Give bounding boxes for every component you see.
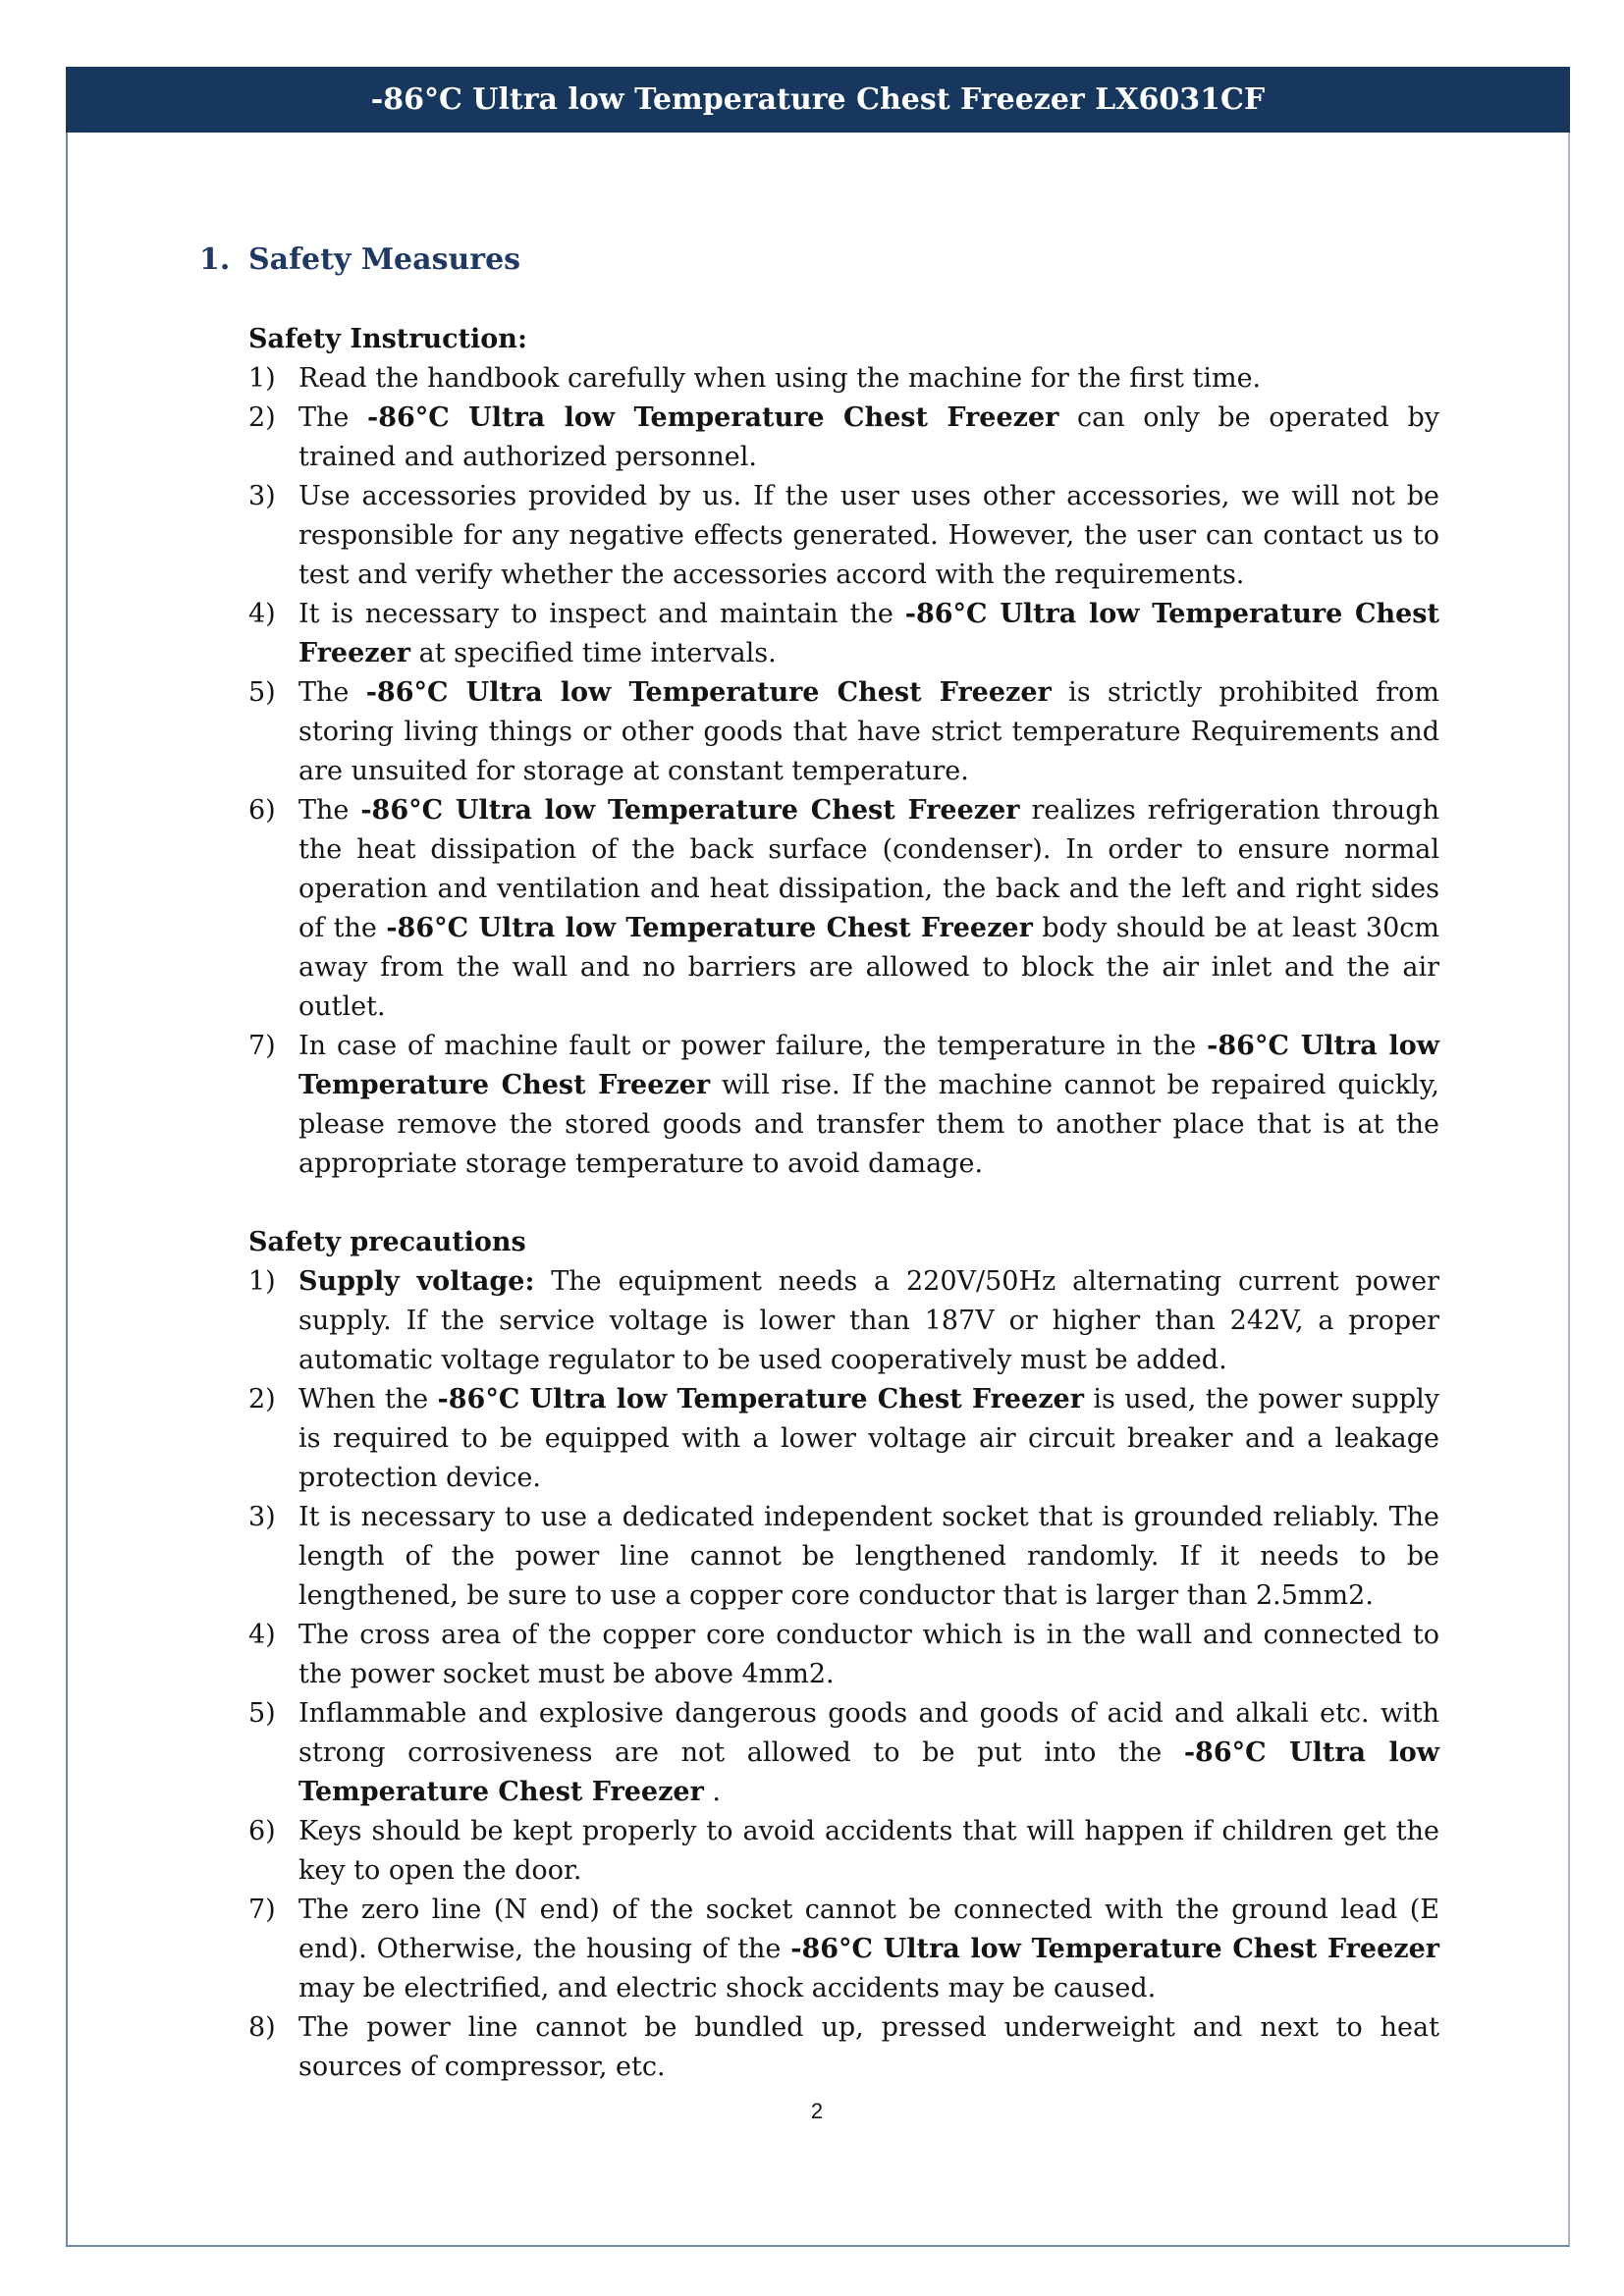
list-item-number: 5) [248,677,276,708]
list-item-line [298,1734,1439,1773]
list-item [248,1262,1439,1380]
list-item-line: protection device. [298,1463,541,1493]
list-item-number: 3) [248,481,276,511]
text-segment: It is necessary to inspect and maintain the [298,599,905,629]
list-item [248,673,1439,791]
list-item-line [298,673,1439,713]
list-item [248,1498,1439,1616]
list-item [248,399,1439,477]
list-item-number: 2) [248,1384,276,1415]
list-item [248,359,1439,399]
section-title: Safety Measures [248,242,521,277]
list-item-line: It is necessary to use a dedicated independent socket that is grounded reliably. The [298,1502,1439,1532]
list-item-line: appropriate storage temperature to avoid damage. [298,1148,984,1179]
list-item-line [298,1066,1439,1105]
safety-precautions-list [248,1262,1439,2087]
list-item-line: Inflammable and explosive dangerous goods and goods of acid and alkali etc. with [298,1698,1439,1729]
safety-instruction-list [248,359,1439,1184]
bold-text: -86°C Ultra low Temperature Chest [904,599,1439,629]
list-item-number: 8) [248,2012,276,2043]
text-segment: end). Otherwise, the housing of the [298,1934,791,1964]
list-item-line: may be electrified, and electric shock accidents may be caused. [298,1973,1157,2003]
page-number: 2 [810,2099,824,2123]
text-segment: In case of machine fault or power failure, the temperature in the [298,1031,1208,1061]
list-item [248,477,1439,595]
bold-text: Temperature Chest Freezer [298,1777,704,1807]
list-item-line: supply. If the service voltage is lower than 187V or higher than 242V, a proper [298,1306,1439,1336]
bold-text: -86°C Ultra low [1207,1031,1439,1061]
list-item [248,1812,1439,1891]
bold-text: -86°C Ultra low Temperature Chest Freezer [366,402,1059,433]
safety-instruction-heading: Safety Instruction: [248,324,527,354]
section-number: 1. [199,242,231,277]
list-item-line: the power socket must be above 4mm2. [298,1659,835,1689]
text-segment: of the [298,913,387,943]
list-item-line: automatic voltage regulator to be used cooperatively must be added. [298,1345,1227,1375]
text-segment: realizes refrigeration through [1019,795,1439,826]
list-item [248,2008,1439,2087]
list-item-line: The zero line (N end) of the socket cannot be connected with the ground lead (E [298,1895,1439,1925]
list-item [248,791,1439,1027]
bold-text: -86°C Ultra low Temperature Chest Freezer [437,1384,1084,1415]
document-title: -86°C Ultra low Temperature Chest Freezer LX6031CF [370,82,1266,117]
list-item [248,1380,1439,1498]
list-item-line: outlet. [298,991,386,1022]
list-item-line [298,909,1439,948]
text-segment: at specified time intervals. [410,638,777,668]
bold-text: Supply voltage: [298,1266,535,1297]
list-item-line [298,1027,1439,1066]
list-item-line: trained and authorized personnel. [298,442,757,472]
list-item-number: 3) [248,1502,276,1532]
list-item-line [298,1930,1439,1969]
list-item-line [298,1380,1439,1419]
bold-text: -86°C Ultra low Temperature Chest Freezer [386,913,1033,943]
list-item-number: 1) [248,363,276,394]
text-segment: The [298,402,367,433]
list-item-number: 1) [248,1266,276,1297]
text-segment: When the [298,1384,438,1415]
text-segment: The [298,677,366,708]
bold-text: -86°C Ultra low Temperature Chest Freezer [365,677,1052,708]
list-item-line: away from the wall and no barriers are allowed to block the air inlet and the air [298,952,1439,983]
list-item [248,1027,1439,1184]
header-bar [66,67,1570,133]
list-item-line: test and verify whether the accessories accord with the requirements. [298,560,1245,590]
list-item-number: 7) [248,1895,276,1925]
list-item-line [298,1262,1439,1302]
list-item-line: Read the handbook carefully when using the machine for the first time. [298,363,1262,394]
text-segment: The [298,795,361,826]
list-item-line: the heat dissipation of the back surface (condenser). In order to ensure normal [298,834,1439,865]
list-item-line: storing living things or other goods that have strict temperature Requirements and [298,717,1439,747]
list-item-number: 4) [248,1620,276,1650]
section-heading [199,240,788,280]
list-item-line: Keys should be kept properly to avoid accidents that will happen if children get the [298,1816,1439,1846]
bold-text: -86°C Ultra low Temperature Chest Freezer [790,1934,1439,1964]
list-item-line: The power line cannot be bundled up, pressed underweight and next to heat [298,2012,1439,2043]
list-item-number: 4) [248,599,276,629]
list-item-line: operation and ventilation and heat dissipation, the back and the left and right sides [298,874,1439,904]
list-item [248,1616,1439,1694]
list-item-line [298,1773,1439,1812]
bold-text: Freezer [298,638,411,668]
list-item-line: sources of compressor, etc. [298,2052,666,2082]
text-segment: is strictly prohibited from [1051,677,1439,708]
text-segment: body should be at least 30cm [1032,913,1440,943]
list-item-line [298,634,1439,673]
list-item-line: key to open the door. [298,1855,582,1886]
list-item-line: lengthened, be sure to use a copper core conductor that is larger than 2.5mm2. [298,1580,1374,1611]
bold-text: -86°C Ultra low [1183,1737,1439,1768]
list-item-line: is required to be equipped with a lower voltage air circuit breaker and a leakage [298,1423,1439,1454]
document-body [248,320,1439,2087]
list-item [248,1891,1439,2008]
text-segment: is used, the power supply [1083,1384,1439,1415]
list-item [248,595,1439,673]
bold-text: -86°C Ultra low Temperature Chest Freezer [360,795,1020,826]
bold-text: Temperature Chest Freezer [298,1070,711,1100]
text-segment: will rise. If the machine cannot be repaired quickly, [710,1070,1440,1100]
list-item-number: 5) [248,1698,276,1729]
text-segment: . [703,1777,721,1807]
safety-precautions-heading: Safety precautions [248,1227,526,1257]
list-item-line [298,791,1439,830]
list-item-number: 2) [248,402,276,433]
list-item-line: are unsuited for storage at constant temperature. [298,756,969,786]
text-segment: The equipment needs a 220V/50Hz alternating current power [534,1266,1439,1297]
list-item-line: please remove the stored goods and transfer them to another place that is at the [298,1109,1439,1140]
text-segment: strong corrosiveness are not allowed to be put into the [298,1737,1184,1768]
list-item-line: Use accessories provided by us. If the user uses other accessories, we will not be [298,481,1439,511]
list-item-number: 6) [248,795,276,826]
text-segment: can only be operated by [1058,402,1439,433]
list-item-line: responsible for any negative effects generated. However, the user can contact us to [298,520,1439,551]
list-item-number: 7) [248,1031,276,1061]
list-item-line [298,399,1439,438]
list-item-line: The cross area of the copper core conductor which is in the wall and connected to [298,1620,1439,1650]
list-item [248,1694,1439,1812]
list-item-line [298,595,1439,634]
list-item-number: 6) [248,1816,276,1846]
list-item-line: length of the power line cannot be lengthened randomly. If it needs to be [298,1541,1439,1572]
paragraph-spacer [248,1184,1439,1223]
